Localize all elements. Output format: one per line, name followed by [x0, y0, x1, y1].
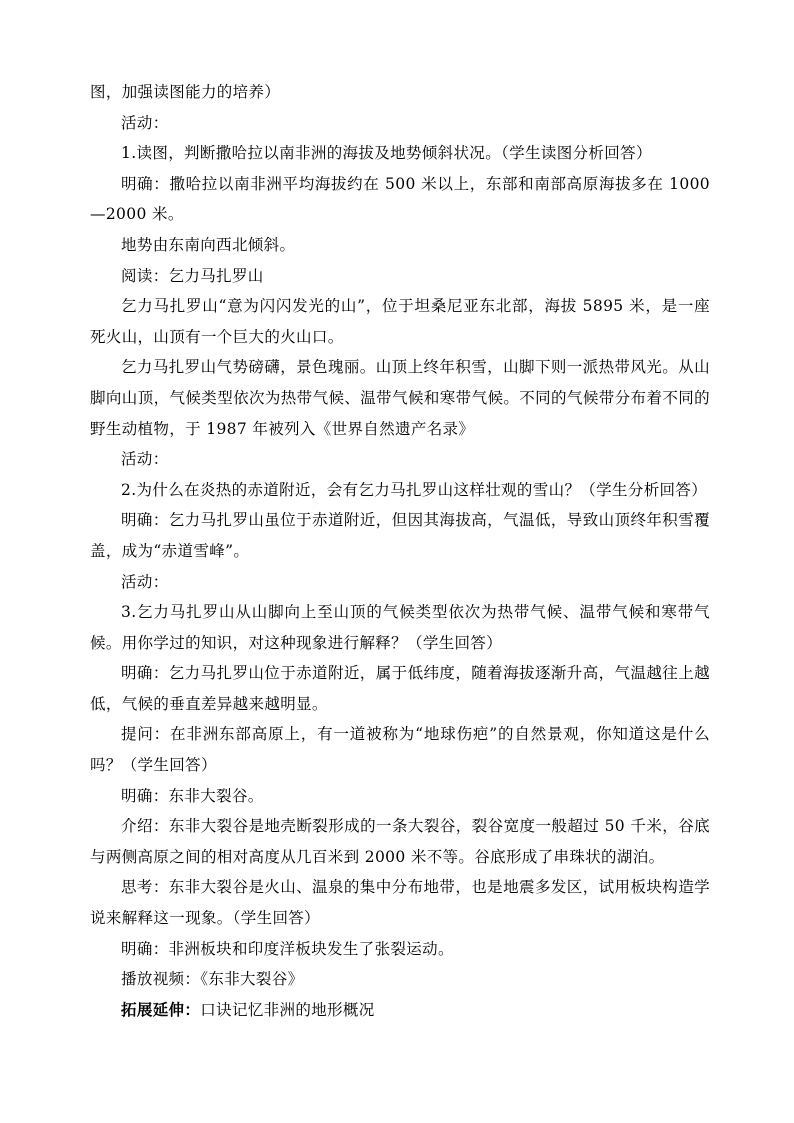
activity-question-3: 3.乞力马扎罗山从山脚向上至山顶的气候类型依次为热带气候、温带气候和寒带气候。用你学过的知识，对这种现象进行解释？（学生回答） — [90, 603, 710, 652]
extension-paragraph — [90, 995, 710, 1026]
question-paragraph: 提问：在非洲东部高原上，有一道被称为“地球伤疤”的自然景观，你知道这是什么吗？（学生回答） — [90, 725, 710, 775]
answer-3: 明确：乞力马扎罗山位于赤道附近，属于低纬度，随着海拔逐渐升高，气温越往上越低，气候的垂直差异越来越明显。 — [90, 664, 710, 713]
extension-text: 口诀记忆非洲的地形概况 — [200, 1000, 375, 1019]
activity-heading-2: 活动： — [121, 450, 169, 469]
answer-2: 明确：乞力马扎罗山虽位于赤道附近，但因其海拔高，气温低，导致山顶终年积雪覆盖，成为“赤道雪峰”。 — [90, 511, 710, 560]
answer-4: 明确：东非大裂谷。 — [121, 786, 264, 805]
reading-paragraph-1: 乞力马扎罗山“意为闪闪发光的山”，位于坦桑尼亚东北部，海拔 5895 米，是一座死火山，山顶有一个巨大的火山口。 — [90, 297, 710, 346]
extension-label: 拓展延伸： — [121, 999, 201, 1019]
answer-1: 明确：撒哈拉以南非洲平均海拔约在 500 米以上，东部和南部高原海拔多在 1000—2000 米。 — [90, 174, 710, 224]
activity-heading-1: 活动： — [121, 113, 169, 132]
document-body — [90, 77, 710, 1025]
answer-5: 明确：非洲板块和印度洋板块发生了张裂运动。 — [121, 939, 454, 958]
thinking-paragraph: 思考：东非大裂谷是火山、温泉的集中分布地带，也是地震多发区，试用板块构造学说来解释这一现象。（学生回答） — [90, 878, 710, 928]
paragraph-continuation: 图，加强读图能力的培养） — [90, 83, 281, 101]
reading-paragraph-2: 乞力马扎罗山气势磅礴，景色瑰丽。山顶上终年积雪，山脚下则一派热带风光。从山脚向山顶，气候类型依次为热带气候、温带气候和寒带气候。不同的气候带分布着不同的野生动植物，于 1987 年被列入《世界自然遗产名录》 — [90, 358, 710, 438]
activity-heading-3: 活动： — [121, 572, 169, 591]
reading-heading: 阅读：乞力马扎罗山 — [121, 266, 264, 285]
activity-question-2: 2.为什么在炎热的赤道附近，会有乞力马扎罗山这样壮观的雪山？（学生分析回答） — [121, 480, 708, 499]
introduction-paragraph: 介绍：东非大裂谷是地壳断裂形成的一条大裂谷，裂谷宽度一般超过 50 千米，谷底与两侧高原之间的相对高度从几百米到 2000 米不等。谷底形成了串珠状的湖泊。 — [90, 817, 710, 866]
activity-question-1: 1.读图，判断撒哈拉以南非洲的海拔及地势倾斜状况。（学生读图分析回答） — [121, 144, 652, 163]
video-paragraph: 播放视频：《东非大裂谷》 — [121, 970, 304, 989]
answer-1-continued: 地势由东南向西北倾斜。 — [121, 235, 296, 254]
